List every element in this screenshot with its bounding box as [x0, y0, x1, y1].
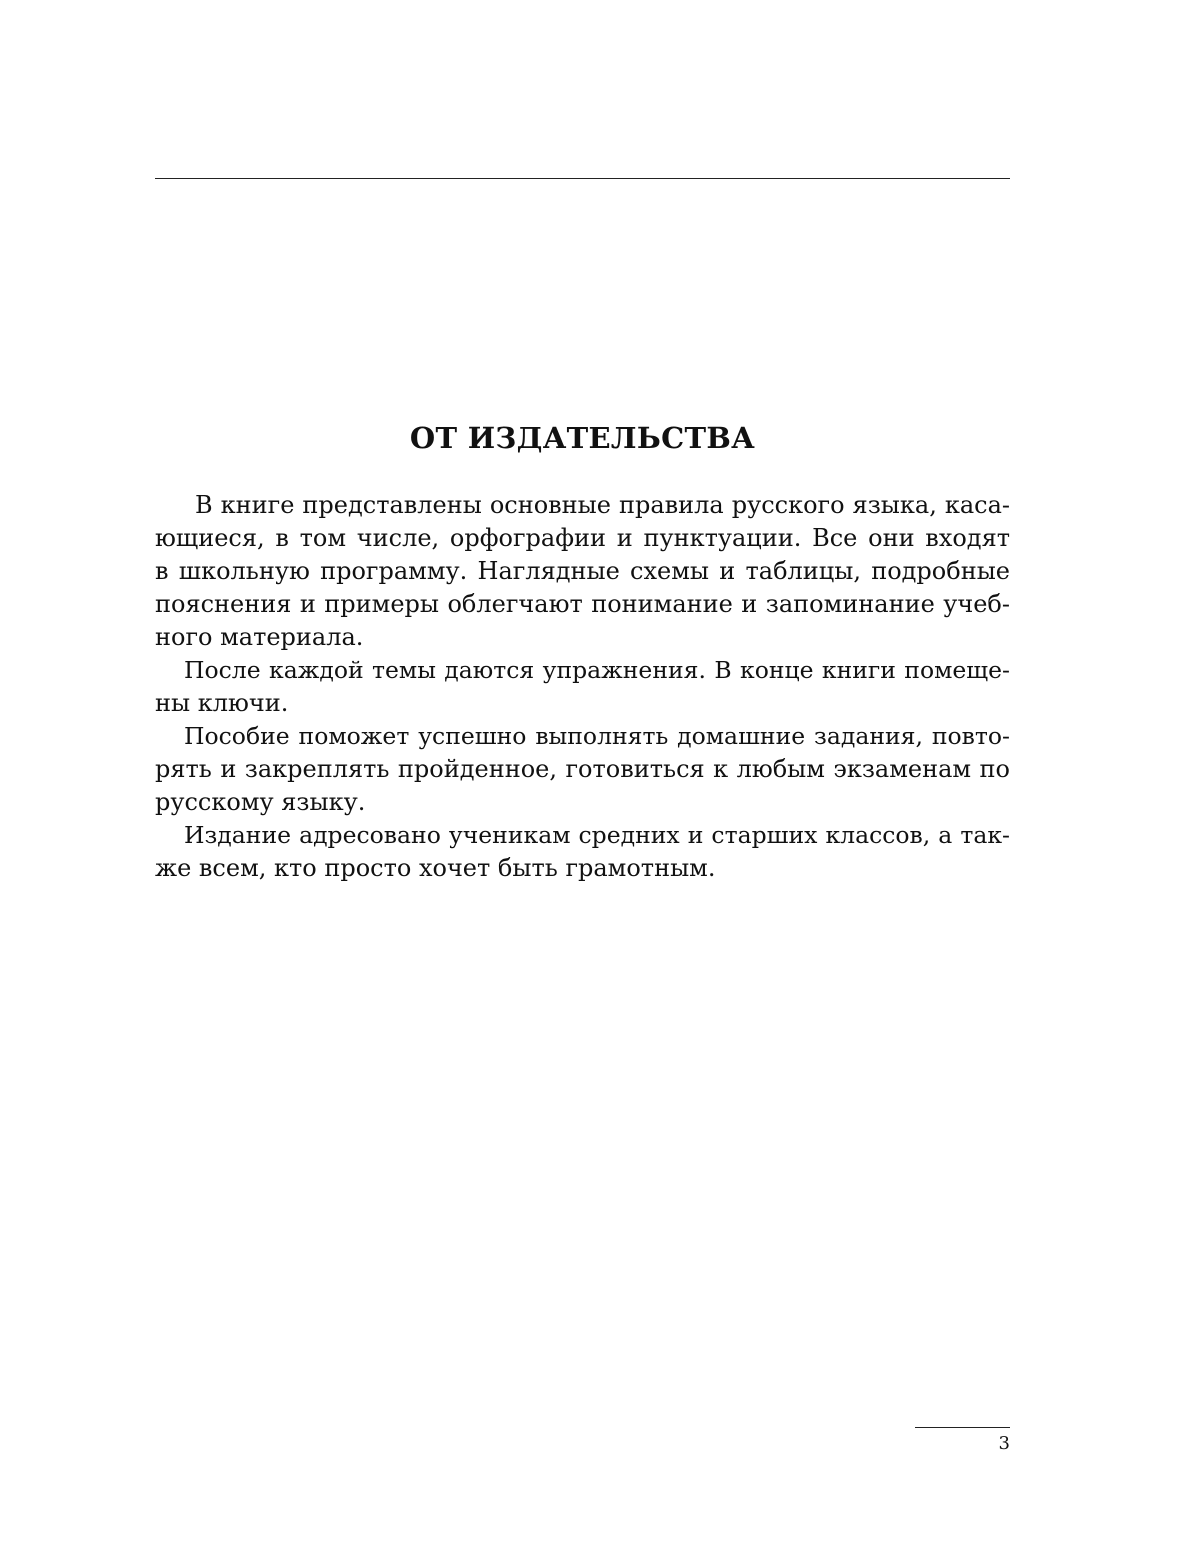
- header-rule: [155, 178, 1010, 179]
- text-line: ющиеся, в том числе, орфографии и пунктуации. Все они входят: [155, 524, 1010, 552]
- text-line: Пособие поможет успешно выполнять домашние задания, повто-: [184, 722, 1010, 750]
- text-line: Издание адресовано ученикам средних и старших классов, а так-: [184, 821, 1010, 849]
- text-line: ного материала.: [155, 623, 364, 651]
- paragraph: [155, 819, 1010, 885]
- text-line: После каждой темы даются упражнения. В конце книги помеще-: [184, 656, 1010, 684]
- text-line: В книге представлены основные правила русского языка, каса-: [195, 491, 1010, 519]
- paragraph: [155, 654, 1010, 720]
- page-title: ОТ ИЗДАТЕЛЬСТВА: [409, 421, 756, 455]
- text-line: ны ключи.: [155, 689, 289, 717]
- text-line: же всем, кто просто хочет быть грамотным.: [155, 854, 716, 882]
- text-line: русскому языку.: [155, 788, 366, 816]
- text-line: в школьную программу. Наглядные схемы и таблицы, подробные: [155, 557, 1010, 585]
- body-text: [155, 489, 1010, 885]
- text-line: пояснения и примеры облегчают понимание и запоминание учеб-: [155, 590, 1010, 618]
- text-line: рять и закреплять пройденное, готовиться к любым экзаменам по: [155, 755, 1010, 783]
- paragraph: [155, 720, 1010, 819]
- footer-rule: [915, 1427, 1010, 1428]
- paragraph: [155, 489, 1010, 654]
- page-number: 3: [998, 1433, 1010, 1454]
